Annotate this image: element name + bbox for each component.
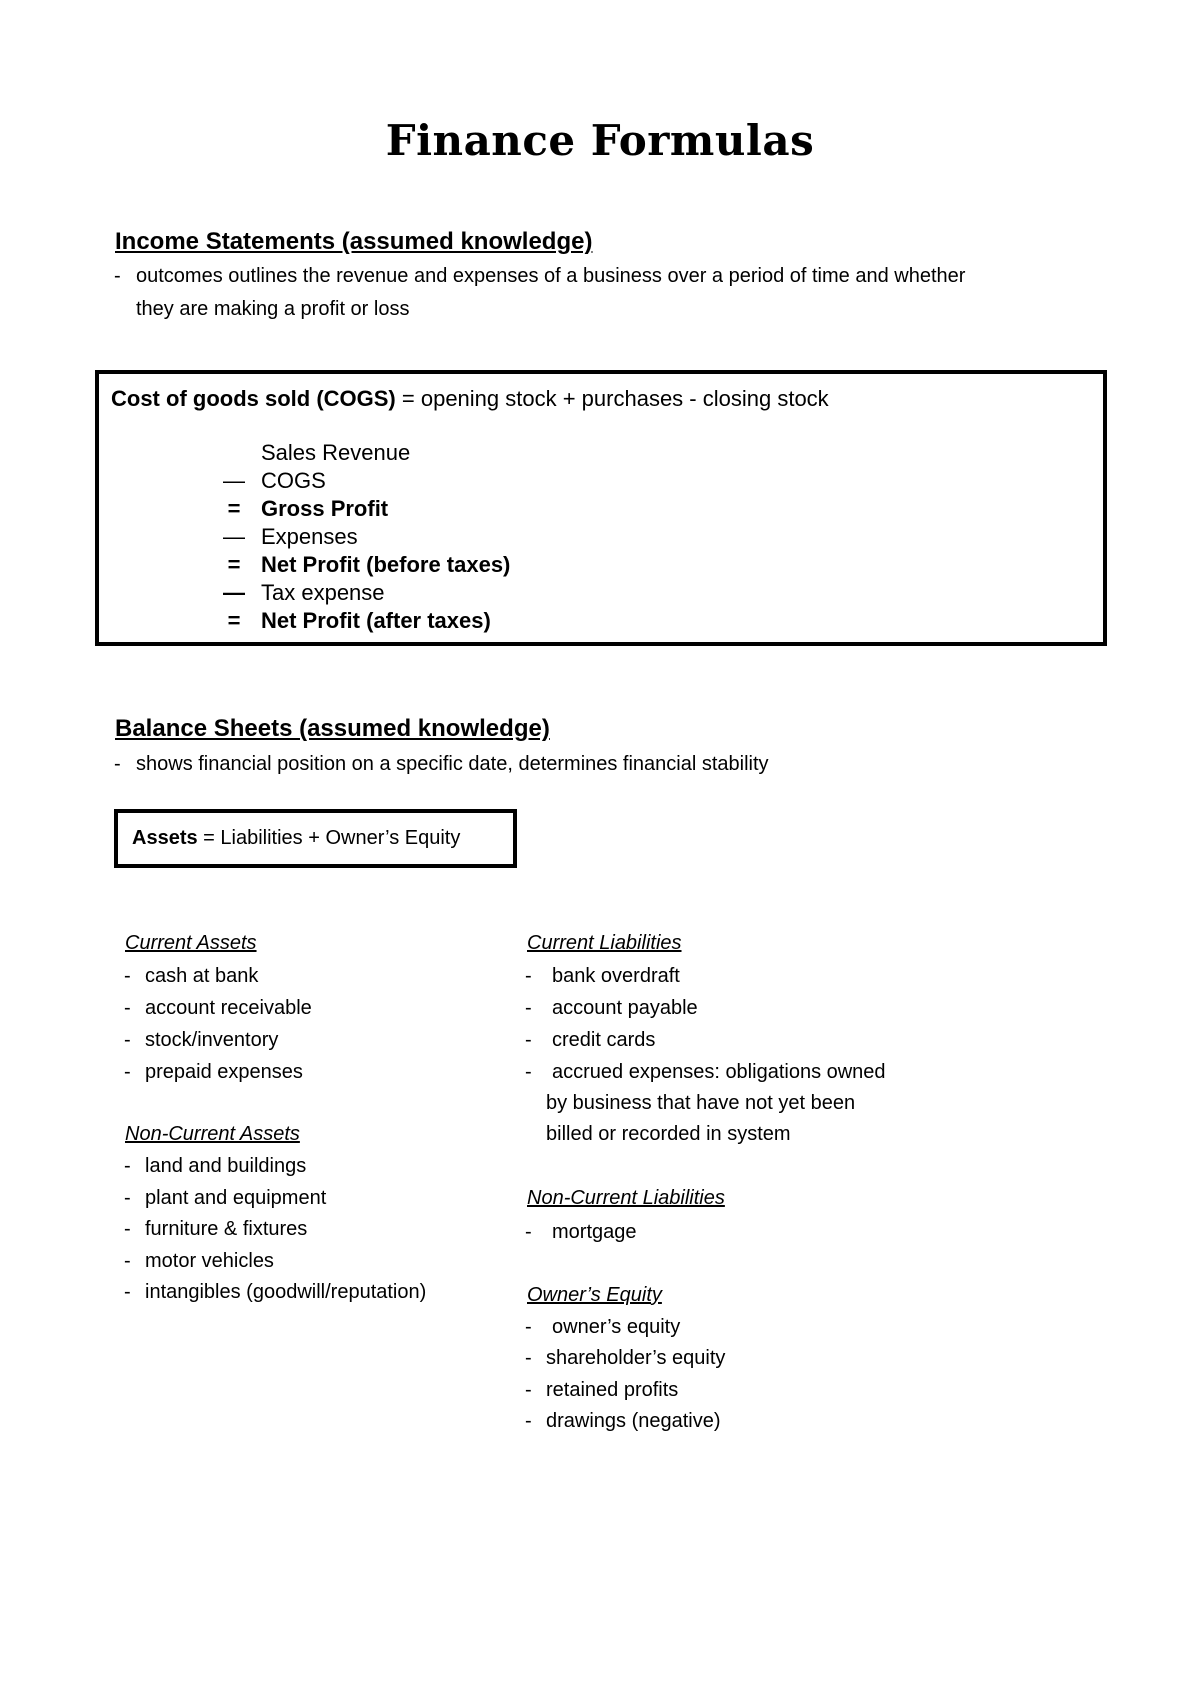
calc-label: Net Profit (after taxes) [261, 608, 491, 633]
cogs-formula [111, 386, 829, 412]
balance-sheets-heading: Balance Sheets (assumed knowledge) [115, 715, 550, 742]
cogs-expression: = opening stock + purchases - closing stock [401, 386, 829, 411]
calc-label: COGS [261, 468, 326, 493]
income-statements-heading: Income Statements (assumed knowledge) [115, 228, 593, 255]
accounting-equation-box [114, 809, 517, 868]
accounting-equation [132, 827, 460, 850]
calc-label: Sales Revenue [261, 440, 411, 465]
assets-label: Assets [132, 827, 198, 849]
calc-label: Gross Profit [261, 496, 389, 521]
equals-operator: = [227, 496, 241, 521]
current-assets-heading: Current Assets [125, 932, 257, 954]
calc-label: Expenses [261, 524, 358, 549]
non-current-liabilities-heading: Non-Current Liabilities [527, 1187, 725, 1209]
equals-operator: = [227, 552, 241, 577]
page-title: Finance Formulas [385, 116, 815, 165]
list-item-continuation: by business that have not yet been [546, 1092, 856, 1114]
non-current-assets-heading: Non-Current Assets [125, 1123, 300, 1145]
calc-label: Tax expense [261, 580, 385, 605]
bullet-dash: - [114, 265, 121, 287]
income-description [114, 260, 1136, 326]
equals-operator: = [227, 608, 241, 633]
balance-description [114, 748, 1136, 781]
income-desc-line-2: they are making a profit or loss [136, 298, 410, 320]
bullet-dash: - [114, 753, 121, 775]
income-formula-box [95, 370, 1107, 646]
income-desc-line-1: outcomes outlines the revenue and expenses of a business over a period of time and whether [136, 265, 966, 287]
minus-operator: — [223, 524, 245, 549]
balance-desc-line: shows financial position on a specific date, determines financial stability [136, 753, 769, 775]
list-item-continuation: billed or recorded in system [546, 1123, 791, 1145]
minus-operator: — [223, 580, 245, 605]
calc-label: Net Profit (before taxes) [261, 552, 511, 577]
current-liabilities-heading: Current Liabilities [527, 932, 682, 954]
owners-equity-heading: Owner’s Equity [527, 1284, 662, 1306]
equation-rest: = Liabilities + Owner’s Equity [203, 827, 461, 849]
cogs-label: Cost of goods sold (COGS) [111, 386, 396, 411]
minus-operator: — [223, 468, 245, 493]
